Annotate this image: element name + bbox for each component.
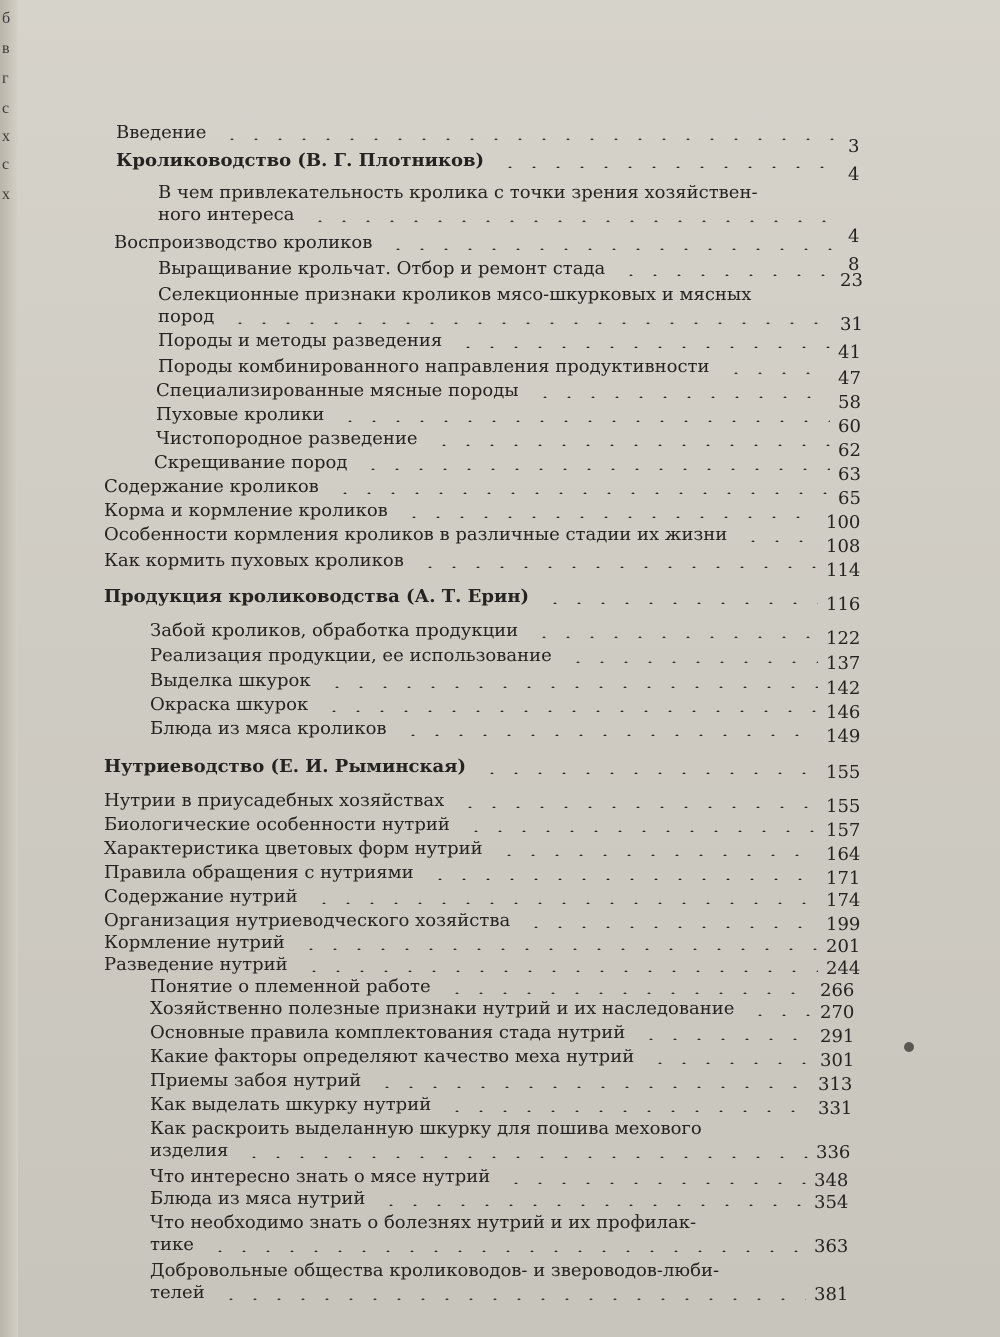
toc-entry-page: 47 — [838, 368, 861, 389]
toc-entry — [18, 150, 860, 185]
toc-entry-page: 4 — [848, 164, 860, 185]
toc-entry-page: 114 — [826, 560, 861, 581]
toc-entry-title: Основные правила комплектования стада нутрий — [150, 1022, 626, 1043]
toc-entry-title: Воспроизводство кроликов — [114, 232, 373, 253]
toc-entry-title-continuation: телей — [150, 1282, 205, 1303]
dot-leader — [418, 566, 818, 568]
dot-leader — [379, 1204, 806, 1206]
toc-entry-page: 60 — [838, 416, 861, 437]
toc-entry-page: 313 — [818, 1074, 853, 1095]
toc-entry — [18, 756, 861, 786]
dot-leader — [648, 1062, 812, 1064]
toc-entry-title: Хозяйственно полезные признаки нутрий и их наследование — [150, 998, 735, 1019]
dot-leader — [302, 970, 818, 972]
dot-leader — [543, 602, 818, 604]
dot-leader — [480, 772, 818, 774]
toc-entry-title: В чем привлекательность кролика с точки зрения хозяйствен- — [158, 182, 758, 203]
toc-entry-title: Реализация продукции, ее использование — [150, 645, 552, 666]
toc-entry — [18, 284, 863, 335]
toc-entry-title: Блюда из мяса кроликов — [150, 718, 387, 739]
toc-entry-title: Понятие о племенной работе — [150, 976, 431, 997]
toc-entry-page: 116 — [826, 594, 861, 615]
dot-leader — [322, 710, 818, 712]
dot-leader — [498, 166, 840, 168]
toc-entry-page: 100 — [826, 512, 861, 533]
dot-leader — [432, 444, 830, 446]
toc-entry-page: 157 — [826, 820, 861, 841]
toc-entry-page: 58 — [838, 392, 861, 413]
toc-entry-title: Чистопородное разведение — [156, 428, 418, 449]
toc-entry-title: Корма и кормление кроликов — [104, 500, 388, 521]
toc-entry-title: Характеристика цветовых форм нутрий — [104, 838, 483, 859]
toc-entry-page: 331 — [818, 1098, 853, 1119]
toc-entry — [18, 1118, 858, 1163]
dot-leader — [219, 1298, 806, 1300]
dot-leader — [445, 992, 812, 994]
toc-entry-title: Селекционные признаки кроликов мясо-шкурковых и мясных — [158, 284, 752, 305]
toc-entry-title: Блюда из мяса нутрий — [150, 1188, 366, 1209]
toc-entry-title: Окраска шкурок — [150, 694, 309, 715]
toc-entry-page: 266 — [820, 980, 855, 1001]
toc-entry-page: 155 — [826, 796, 861, 817]
dot-leader — [228, 322, 832, 324]
book-page — [18, 0, 1000, 1337]
dot-leader — [566, 661, 818, 663]
toc-entry-page: 3 — [848, 136, 860, 157]
dot-leader — [532, 636, 818, 638]
toc-entry-title: Нутрии в приусадебных хозяйствах — [104, 790, 445, 811]
dot-leader — [338, 420, 830, 422]
toc-entry-page: 199 — [826, 914, 861, 935]
dot-leader — [464, 830, 818, 832]
toc-entry-title: Выращивание крольчат. Отбор и ремонт стада — [158, 258, 606, 279]
dot-leader — [401, 734, 818, 736]
toc-entry-title-continuation: ного интереса — [158, 204, 295, 225]
toc-entry-title: Особенности кормления кроликов в различные стадии их жизни — [104, 524, 728, 545]
toc-entry-page: 62 — [838, 440, 861, 461]
adjacent-page-edge: б в г с х с х — [0, 0, 18, 1337]
dot-leader — [325, 686, 818, 688]
toc-entry-title: Кормление нутрий — [104, 932, 285, 953]
toc-entry-page: 171 — [826, 868, 861, 889]
toc-entry-title: Что необходимо знать о болезнях нутрий и их профилак- — [150, 1212, 697, 1233]
dot-leader — [458, 806, 818, 808]
toc-entry-page: 108 — [826, 536, 861, 557]
toc-entry-title: Введение — [116, 122, 207, 143]
dot-leader — [308, 220, 840, 222]
toc-entry-title: Правила обращения с нутриями — [104, 862, 414, 883]
dot-leader — [724, 372, 830, 374]
dot-leader — [220, 138, 840, 140]
dot-leader — [299, 948, 818, 950]
toc-entry-page: 137 — [826, 653, 861, 674]
toc-entry-title: Как выделать шкурку нутрий — [150, 1094, 432, 1115]
dot-leader — [741, 540, 818, 542]
toc-entry — [18, 1212, 858, 1257]
toc-entry-page: 65 — [838, 488, 861, 509]
toc-entry-title: Продукция кролиководства (А. Т. Ерин) — [104, 586, 530, 607]
dot-leader — [312, 902, 818, 904]
toc-entry — [18, 122, 860, 157]
toc-entry-title: Нутриеводство (Е. И. Рыминская) — [104, 756, 466, 777]
toc-entry — [18, 1260, 858, 1305]
dot-leader — [242, 1156, 808, 1158]
dot-leader — [428, 878, 818, 880]
dot-leader — [639, 1038, 812, 1040]
dot-leader — [375, 1086, 810, 1088]
toc-entry-title: Как раскроить выделанную шкурку для пошива мехового — [150, 1118, 702, 1139]
toc-entry-title-continuation: изделия — [150, 1140, 229, 1161]
toc-entry-title: Породы и методы разведения — [158, 330, 443, 351]
toc-entry-title: Что интересно знать о мясе нутрий — [150, 1166, 491, 1187]
toc-entry-page: 363 — [814, 1236, 849, 1257]
toc-entry-page: 291 — [820, 1026, 855, 1047]
toc-entry-title: Содержание нутрий — [104, 886, 298, 907]
toc-entry — [18, 586, 861, 616]
toc-entry-page: 164 — [826, 844, 861, 865]
toc-entry-title: Какие факторы определяют качество меха нутрий — [150, 1046, 635, 1067]
dot-leader — [619, 274, 832, 276]
toc-entry-page: 381 — [814, 1284, 849, 1305]
toc-entry-title: Приемы забоя нутрий — [150, 1070, 362, 1091]
toc-entry-title: Содержание кроликов — [104, 476, 319, 497]
toc-entry-page: 201 — [826, 936, 861, 957]
toc-entry-page: 174 — [826, 890, 861, 911]
toc-entry-page: 142 — [826, 678, 861, 699]
toc-entry — [18, 550, 861, 581]
toc-entry-page: 8 — [848, 254, 860, 275]
toc-entry-title: Специализированные мясные породы — [156, 380, 519, 401]
toc-entry-title: Пуховые кролики — [156, 404, 325, 425]
toc-entry-title: Организация нутриеводческого хозяйства — [104, 910, 511, 931]
dot-leader — [208, 1250, 806, 1252]
toc-entry-page: 63 — [838, 464, 861, 485]
toc-entry-page: 4 — [848, 226, 860, 247]
dot-leader — [504, 1182, 806, 1184]
dot-leader — [333, 492, 830, 494]
dot-leader — [524, 926, 818, 928]
toc-entry-page: 354 — [814, 1192, 849, 1213]
dot-leader — [497, 854, 818, 856]
toc-entry-title: Породы комбинированного направления продуктивности — [158, 356, 710, 377]
toc-entry-page: 244 — [826, 958, 861, 979]
toc-entry-page: 23 — [840, 270, 863, 291]
toc-entry-page: 41 — [838, 342, 861, 363]
table-of-contents — [18, 0, 1000, 1337]
toc-entry-page: 301 — [820, 1050, 855, 1071]
toc-entry-title: Выделка шкурок — [150, 670, 311, 691]
toc-entry-title: Биологические особенности нутрий — [104, 814, 450, 835]
toc-entry-page: 348 — [814, 1170, 849, 1191]
toc-entry-title: Кролиководство (В. Г. Плотников) — [116, 150, 485, 171]
toc-entry-title: Как кормить пуховых кроликов — [104, 550, 404, 571]
toc-entry-title-continuation: пород — [158, 306, 215, 327]
toc-entry-page: 31 — [840, 314, 863, 335]
toc-entry-title: Разведение нутрий — [104, 954, 288, 975]
toc-entry-page: 122 — [826, 628, 861, 649]
dot-leader — [456, 346, 830, 348]
toc-entry-title: Скрещивание пород — [154, 452, 348, 473]
toc-entry-page: 336 — [816, 1142, 851, 1163]
dot-leader — [386, 248, 840, 250]
dot-leader — [748, 1014, 812, 1016]
toc-entry — [18, 718, 861, 748]
toc-entry-page: 149 — [826, 726, 861, 747]
dot-leader — [402, 516, 818, 518]
toc-entry-title: Добровольные общества кролиководов- и звероводов-люби- — [150, 1260, 720, 1281]
dot-leader — [361, 468, 830, 470]
toc-entry-page: 146 — [826, 702, 861, 723]
toc-entry-title: Забой кроликов, обработка продукции — [150, 620, 519, 641]
toc-entry-page: 155 — [826, 762, 861, 783]
dot-leader — [533, 396, 830, 398]
toc-entry-title-continuation: тике — [150, 1234, 194, 1255]
dot-leader — [445, 1110, 810, 1112]
toc-entry-page: 270 — [820, 1002, 855, 1023]
